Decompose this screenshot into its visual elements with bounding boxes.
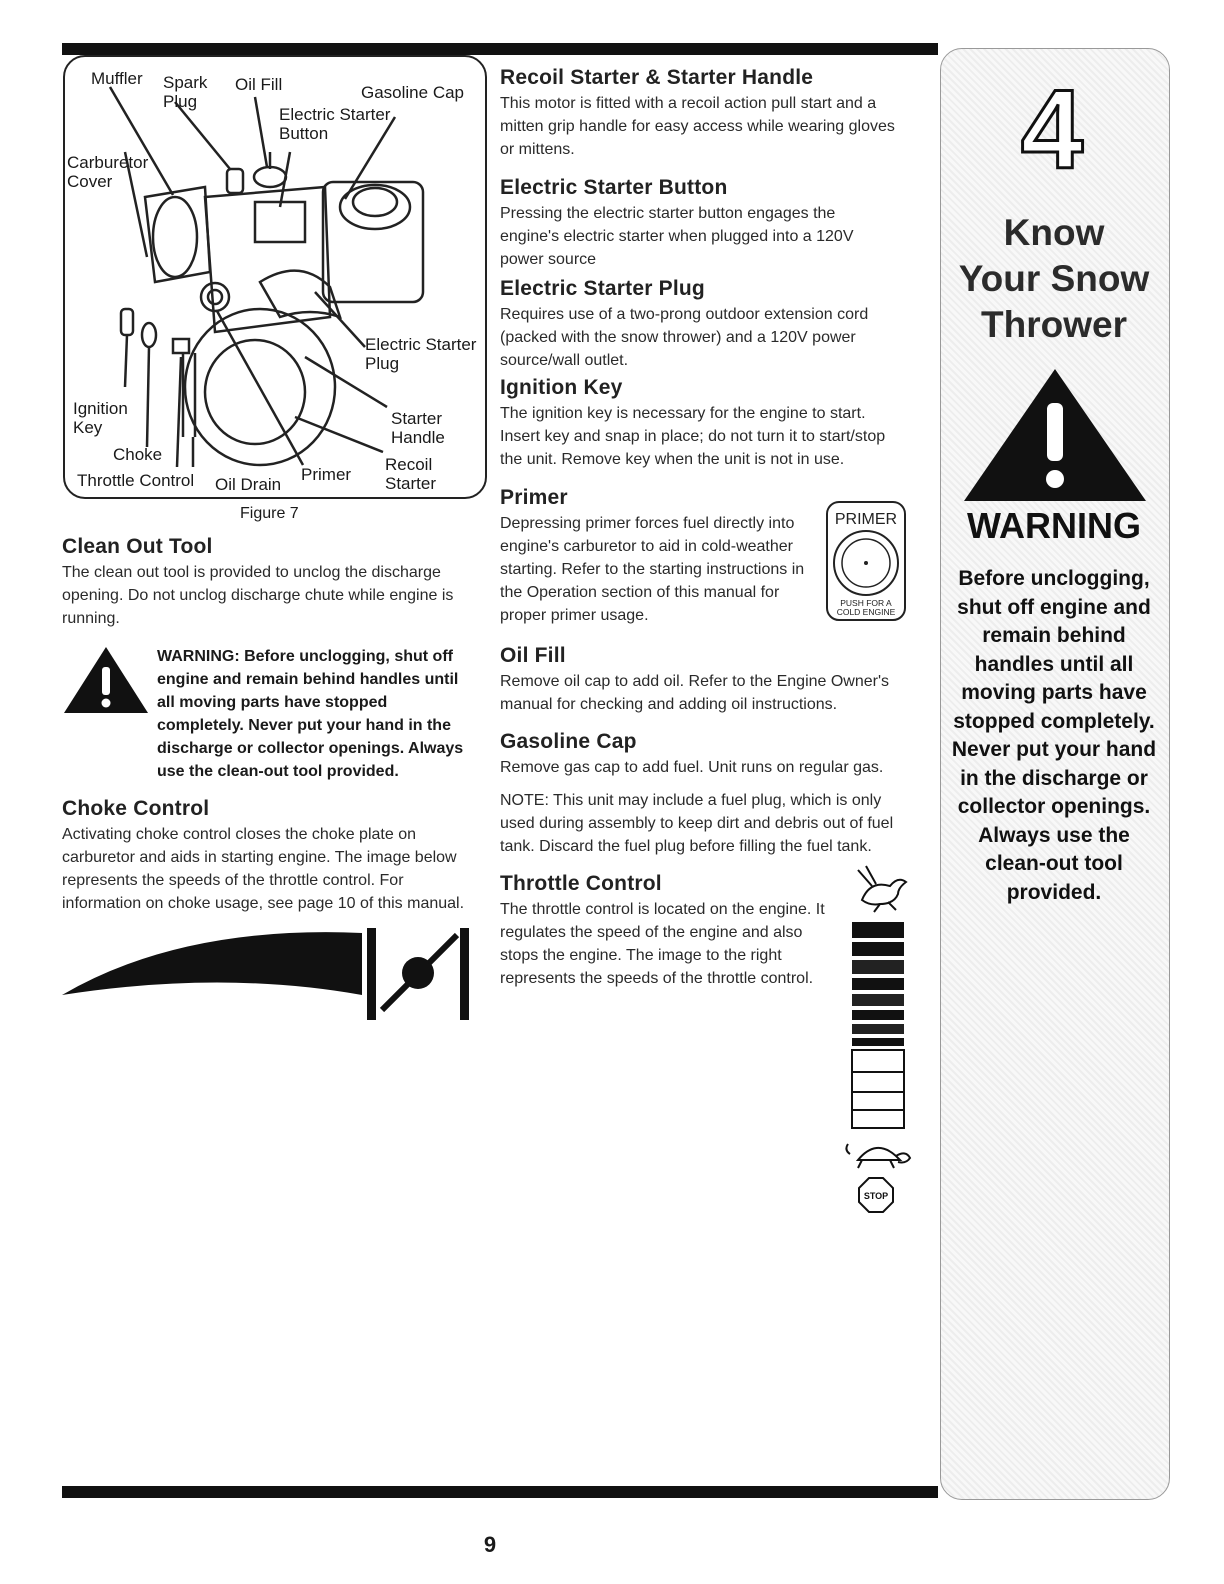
warning-triangle-icon (62, 645, 150, 715)
figure-caption: Figure 7 (240, 505, 299, 522)
choke-body: Activating choke control closes the choke plate on carburetor and aids in starting engine. The image below represents the speeds of the throttle control. For information on choke usage, see page 10 of this manual. (62, 826, 465, 912)
sidebar-warning-heading: WARNING (967, 505, 1141, 546)
primer-title: Primer (500, 486, 568, 509)
section-choke-control (62, 797, 474, 915)
label-gasoline-cap: Gasoline Cap (361, 83, 465, 102)
oil-fill-body: Remove oil cap to add oil. Refer to the Engine Owner's manual for checking and adding oil instructions. (500, 673, 890, 713)
section-ignition-key (500, 376, 905, 471)
label-primer: Primer (301, 465, 352, 484)
label-throttle-control: Throttle Control (77, 471, 195, 490)
clean-out-title: Clean Out Tool (62, 535, 213, 558)
label-spark-plug: Spark Plug (163, 73, 208, 111)
label-oil-fill: Oil Fill (235, 75, 283, 94)
chapter-title-line2: Your Snow (958, 258, 1150, 299)
section-gasoline-cap (500, 730, 910, 858)
stop-label: STOP (863, 1191, 889, 1201)
section-electric-starter-button (500, 176, 870, 271)
clean-out-body: The clean out tool is provided to unclog the discharge opening. Do not unclog discharge chute while engine is running. (62, 564, 454, 627)
section-recoil-starter (500, 66, 910, 161)
bottom-rule (62, 1486, 938, 1498)
warning-text: WARNING: Before unclogging, shut off engine and remain behind handles until all moving parts have stopped completely. Never put your hand in the discharge or collector openings. Always use the clean-out tool provided. (157, 648, 464, 780)
label-muffler: Muffler (91, 69, 143, 88)
label-oil-drain: Oil Drain (215, 475, 282, 494)
sidebar-warning-triangle-icon (960, 365, 1150, 505)
gas-cap-note: NOTE: This unit may include a fuel plug, which is only used during assembly to keep dirt and debris out of fuel tank. Discard the fuel plug before filling the fuel tank. (500, 792, 894, 855)
turtle-icon (846, 1144, 910, 1168)
label-ignition-key: Ignition Key (73, 399, 128, 437)
ignition-body: The ignition key is necessary for the engine to start. Insert key and snap in place; do not turn it to start/stop the unit. Remove key when the unit is not in use. (500, 405, 886, 468)
throttle-speed-graphic (840, 860, 920, 1220)
chapter-number: 4 (1020, 67, 1084, 192)
gas-cap-body: Remove gas cap to add fuel. Unit runs on regular gas. (500, 759, 884, 776)
esb-title: Electric Starter Button (500, 176, 728, 199)
gas-cap-title: Gasoline Cap (500, 730, 637, 753)
esp-title: Electric Starter Plug (500, 277, 705, 300)
label-starter-handle: Starter Handle (391, 409, 445, 447)
section-electric-starter-plug (500, 277, 900, 372)
section-throttle-control (500, 872, 830, 990)
warning-block (62, 645, 472, 795)
chapter-title-line3: Thrower (981, 304, 1127, 345)
label-electric-starter-plug: Electric Starter Plug (365, 335, 477, 373)
ignition-title: Ignition Key (500, 376, 623, 399)
section-clean-out-tool (62, 535, 474, 630)
recoil-body: This motor is fitted with a recoil action pull start and a mitten grip handle for easy access while wearing gloves or mittens. (500, 95, 895, 158)
label-recoil-starter: Recoil Starter (385, 455, 437, 493)
primer-graphic (825, 500, 907, 622)
section-primer (500, 486, 810, 627)
page-number: 9 (483, 1532, 497, 1557)
esb-body: Pressing the electric starter button engages the engine's electric starter when plugged into a 120V power source (500, 205, 854, 268)
label-choke: Choke (113, 445, 163, 464)
section-oil-fill (500, 644, 910, 716)
esp-body: Requires use of a two-prong outdoor extension cord (packed with the snow thrower) and a 120V power source/wall outlet. (500, 306, 869, 369)
top-rule (62, 43, 938, 55)
label-electric-starter-button: Electric Starter Button (279, 105, 391, 143)
chapter-title (940, 210, 1168, 348)
throttle-body: The throttle control is located on the engine. It regulates the speed of the engine and also stops the engine. The image to the right represents the speeds of the throttle control. (500, 901, 825, 987)
stop-icon (859, 1178, 893, 1212)
oil-fill-title: Oil Fill (500, 644, 566, 667)
primer-body: Depressing primer forces fuel directly into engine's carburetor to aid in cold-weather starting. Refer to the starting instructions in the Operation section of this manual for proper primer usage. (500, 515, 805, 624)
choke-speed-graphic (62, 925, 482, 1025)
recoil-title: Recoil Starter & Starter Handle (500, 66, 814, 89)
rabbit-icon (858, 866, 906, 912)
sidebar-warning-text: Before unclogging, shut off engine and remain behind handles until all moving parts have stopped completely. Never put your hand in the discharge or collector openings. Always use the clean-out tool provided. (951, 567, 1157, 904)
choke-title: Choke Control (62, 797, 210, 820)
throttle-title: Throttle Control (500, 872, 662, 895)
primer-label-top: PRIMER (834, 511, 898, 528)
engine-figure (63, 55, 487, 499)
primer-label-bottom-1: PUSH FOR A (840, 598, 892, 608)
primer-label-bottom-2: COLD ENGINE (836, 607, 896, 617)
chapter-title-line1: Know (1003, 212, 1105, 253)
label-carburetor-cover: Carburetor Cover (67, 153, 149, 191)
